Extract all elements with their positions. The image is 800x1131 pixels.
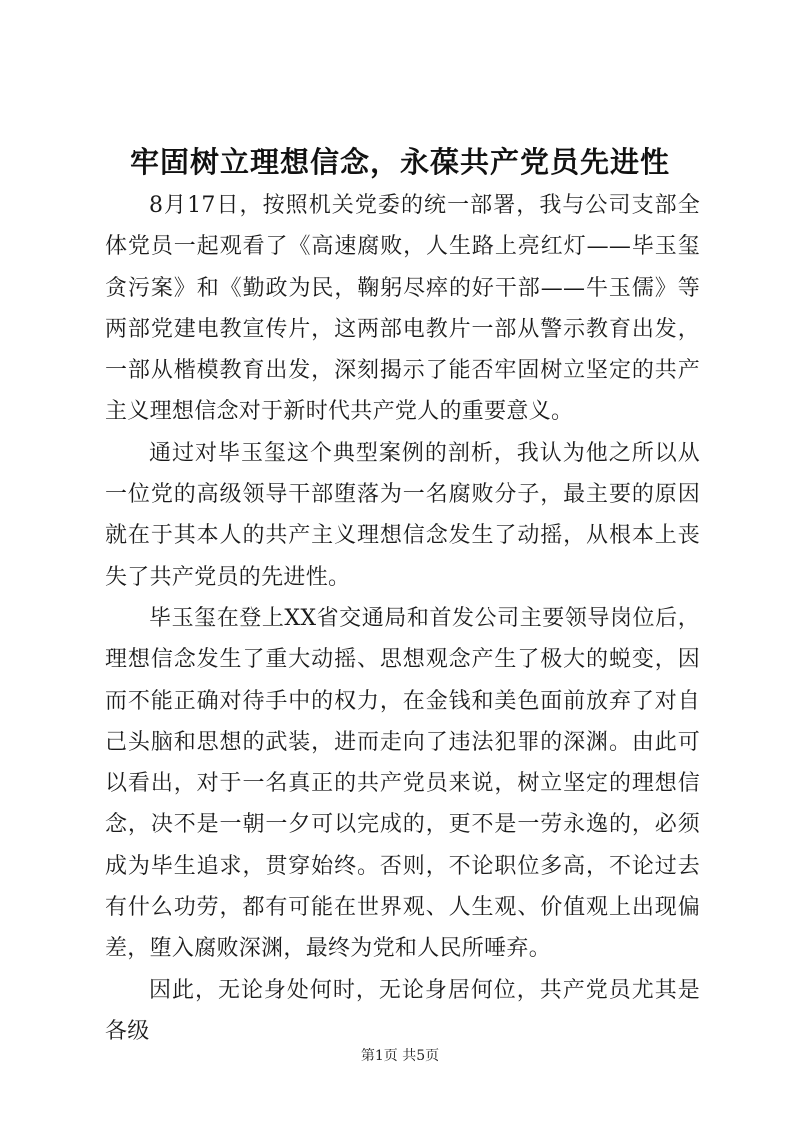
document-title: 牢固树立理想信念，永葆共产党员先进性 (129, 145, 670, 179)
paragraph-3: 毕玉玺在登上XX省交通局和首发公司主要领导岗位后，理想信念发生了重大动摇、思想观念产生了极大的蜕变，因而不能正确对待手中的权力，在金钱和美色面前放弃了对自己头脑和思想的武装，进而走向了违法犯罪的深渊。由此可以看出，对于一名真正的共产党员来说，树立坚定的理想信念，决不是一朝一夕可以完成的，更不是一劳永逸的，必须成为毕生追求，贯穿始终。否则，不论职位多高，不论过去有什么功劳，都有可能在世界观、人生观、价值观上出现偏差，堕入腐败深渊，最终为党和人民所唾弃。 (105, 605, 700, 962)
paragraph-4: 因此，无论身处何时，无论身居何位，共产党员尤其是各级 (105, 977, 700, 1044)
document-body (105, 185, 700, 1052)
paragraph-1: 8月17日，按照机关党委的统一部署，我与公司支部全体党员一起观看了《高速腐败，人生路上亮红灯——毕玉玺贪污案》和《勤政为民，鞠躬尽瘁的好干部——牛玉儒》等两部党建电教宣传片，这两部电教片一部从警示教育出发，一部从楷模教育出发，深刻揭示了能否牢固树立坚定的共产主义理想信念对于新时代共产党人的重要意义。 (105, 193, 700, 425)
paragraph-2: 通过对毕玉玺这个典型案例的剖析，我认为他之所以从一位党的高级领导干部堕落为一名腐败分子，最主要的原因就在于其本人的共产主义理想信念发生了动摇，从根本上丧失了共产党员的先进性。 (105, 440, 700, 590)
page-footer: 第1页 共5页 (360, 1048, 440, 1064)
